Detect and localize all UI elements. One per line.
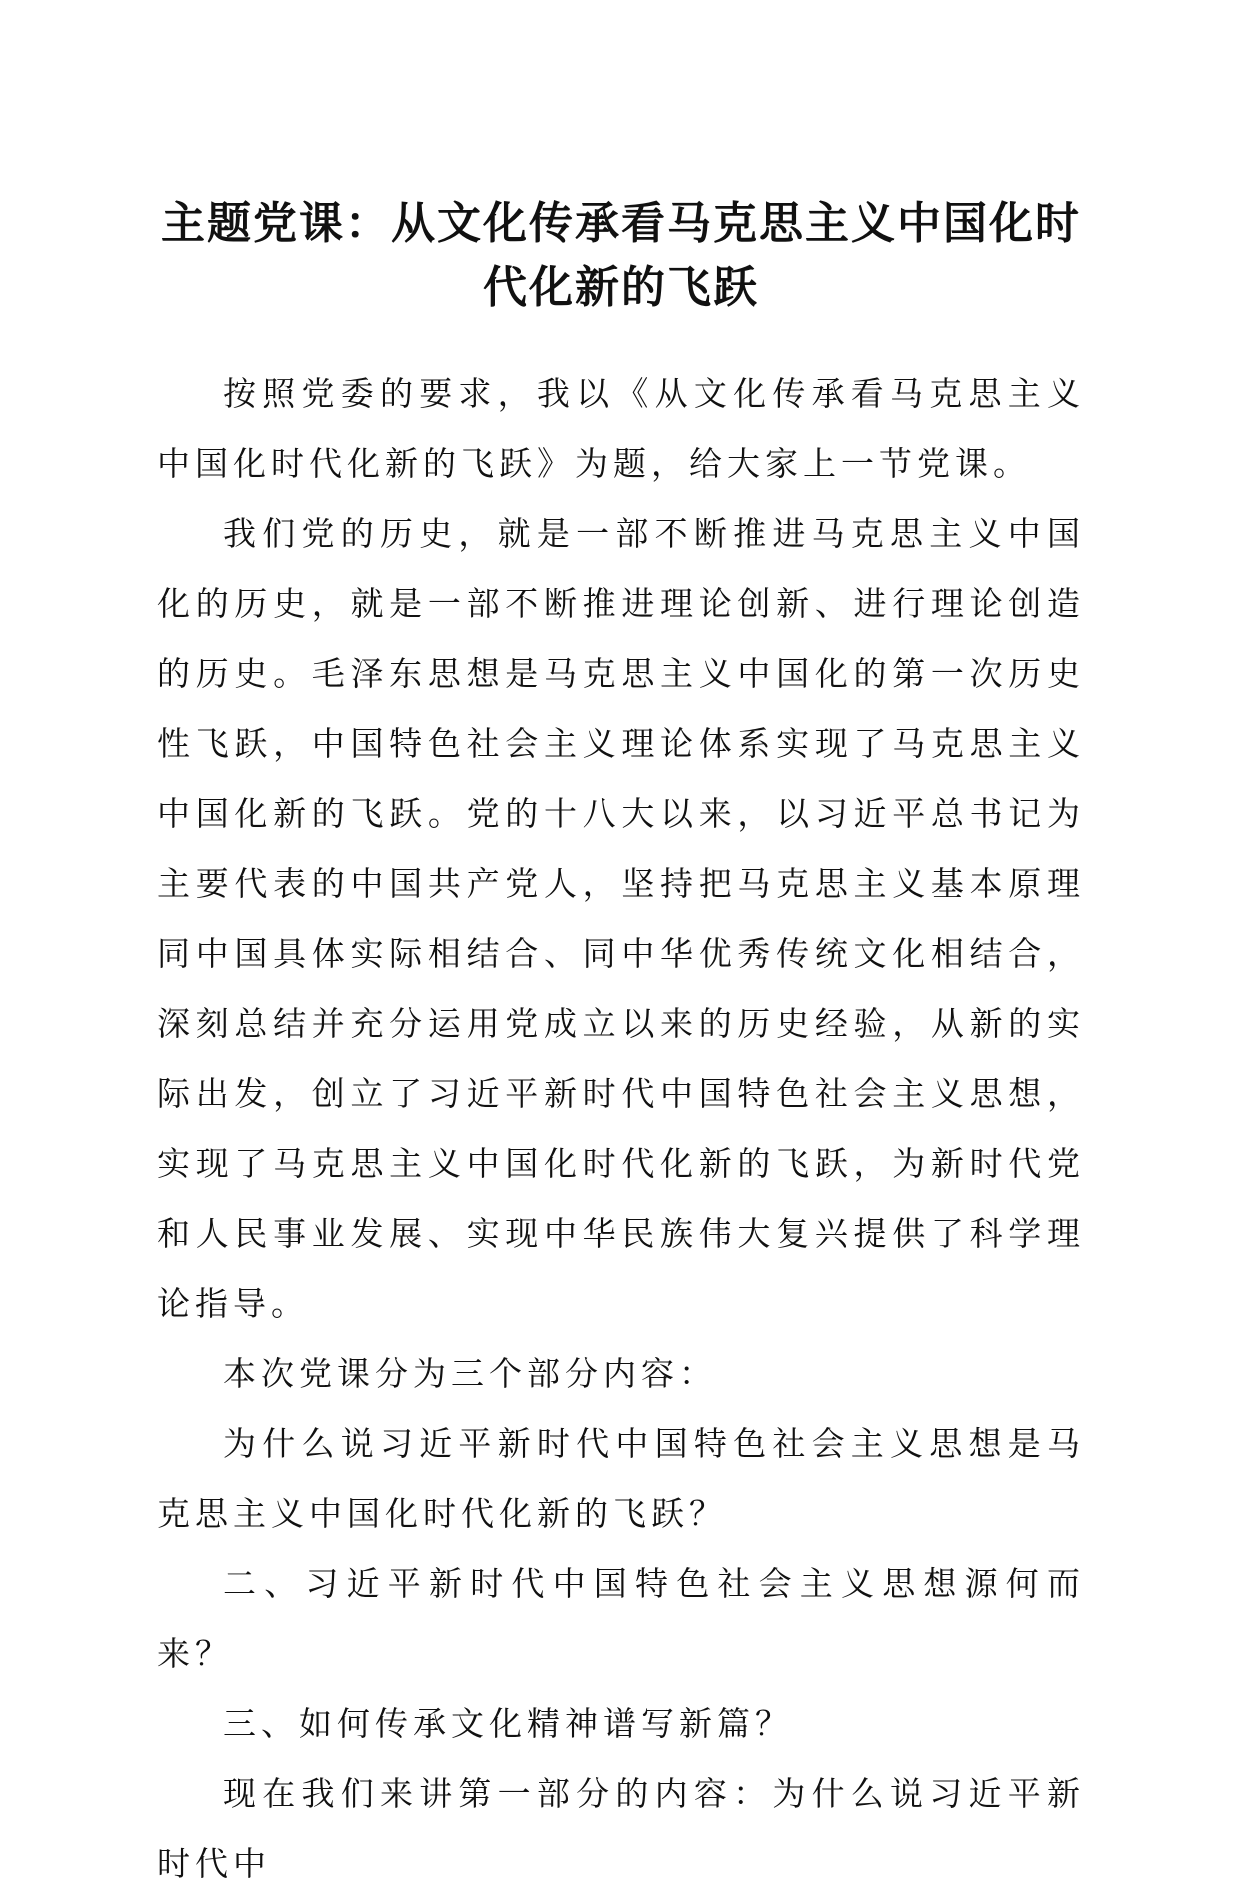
document-body — [157, 359, 1085, 1899]
paragraph-part-three: 三、如何传承文化精神谱写新篇？ — [223, 1704, 793, 1743]
paragraph-part-two: 二、习近平新时代中国特色社会主义思想源何而来？ — [157, 1564, 1085, 1673]
paragraph-first-section: 现在我们来讲第一部分的内容：为什么说习近平新时代中 — [157, 1774, 1085, 1883]
title-line-1: 主题党课：从文化传承看马克思主义中国化时 — [161, 198, 1081, 249]
paragraph-intro: 按照党委的要求，我以《从文化传承看马克思主义中国化时代化新的飞跃》为题，给大家上一节党课。 — [157, 374, 1085, 483]
document-title — [157, 192, 1085, 320]
paragraph-history: 我们党的历史，就是一部不断推进马克思主义中国化的历史，就是一部不断推进理论创新、进行理论创造的历史。毛泽东思想是马克思主义中国化的第一次历史性飞跃，中国特色社会主义理论体系实现了马克思主义中国化新的飞跃。党的十八大以来，以习近平总书记为主要代表的中国共产党人，坚持把马克思主义基本原理同中国具体实际相结合、同中华优秀传统文化相结合，深刻总结并充分运用党成立以来的历史经验，从新的实际出发，创立了习近平新时代中国特色社会主义思想，实现了马克思主义中国化时代化新的飞跃，为新时代党和人民事业发展、实现中华民族伟大复兴提供了科学理论指导。 — [157, 514, 1085, 1323]
paragraph-outline: 本次党课分为三个部分内容： — [223, 1354, 717, 1393]
paragraph-part-one: 为什么说习近平新时代中国特色社会主义思想是马克思主义中国化时代化新的飞跃？ — [157, 1424, 1085, 1533]
document-page — [157, 192, 1085, 1899]
title-line-2: 代化新的飞跃 — [483, 262, 759, 313]
